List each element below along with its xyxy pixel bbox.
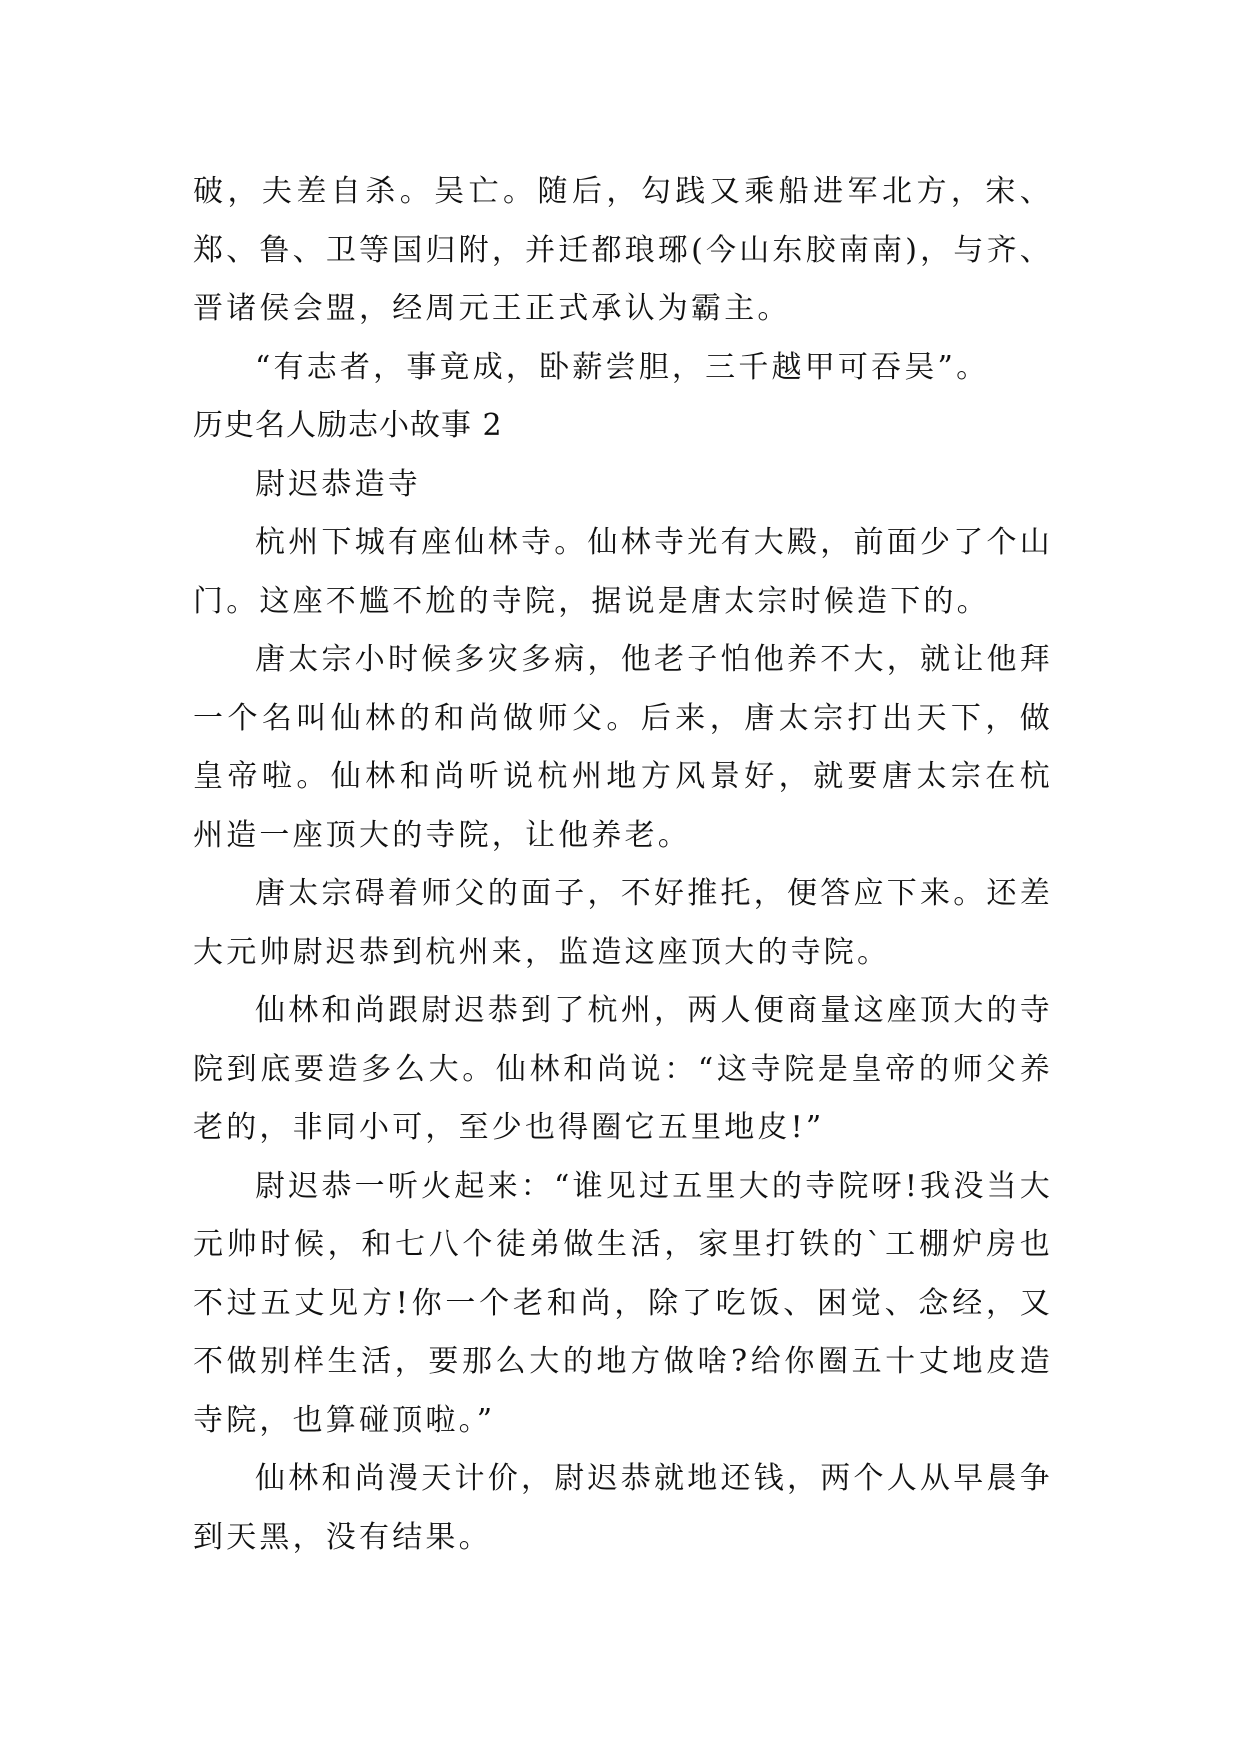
paragraph: 仙林和尚漫天计价，尉迟恭就地还钱，两个人从早晨争到天黑，没有结果。 — [193, 1461, 1053, 1555]
paragraph: 唐太宗小时候多灾多病，他老子怕他养不大，就让他拜一个名叫仙林的和尚做师父。后来，唐太宗打出天下，做皇帝啦。仙林和尚听说杭州地方风景好，就要唐太宗在杭州造一座顶大的寺院，让他养老。 — [193, 642, 1053, 853]
paragraph-continuation: 破，夫差自杀。吴亡。随后，勾践又乘船进军北方，宋、郑、鲁、卫等国归附，并迁都琅琊(今山东胶南南)，与齐、晋诸侯会盟，经周元王正式承认为霸主。 — [193, 174, 1053, 326]
section-heading: 历史名人励志小故事 2 — [193, 408, 503, 443]
document-body — [193, 163, 1053, 1567]
paragraph: 仙林和尚跟尉迟恭到了杭州，两人便商量这座顶大的寺院到底要造多么大。仙林和尚说：“这寺院是皇帝的师父养老的，非同小可，至少也得圈它五里地皮!” — [193, 993, 1053, 1145]
paragraph: 尉迟恭一听火起来：“谁见过五里大的寺院呀!我没当大元帅时候，和七八个徒弟做生活，家里打铁的`工棚炉房也不过五丈见方!你一个老和尚，除了吃饭、困觉、念经，又不做别样生活，要那么大的地方做啥?给你圈五十丈地皮造寺院，也算碰顶啦。” — [193, 1168, 1053, 1438]
paragraph-quote: “有志者，事竟成，卧薪尝胆，三千越甲可吞吴”。 — [255, 349, 990, 385]
paragraph: 杭州下城有座仙林寺。仙林寺光有大殿，前面少了个山门。这座不尴不尬的寺院，据说是唐太宗时候造下的。 — [193, 525, 1053, 619]
paragraph: 唐太宗碍着师父的面子，不好推托，便答应下来。还差大元帅尉迟恭到杭州来，监造这座顶大的寺院。 — [193, 876, 1053, 970]
story-title: 尉迟恭造寺 — [255, 466, 421, 502]
